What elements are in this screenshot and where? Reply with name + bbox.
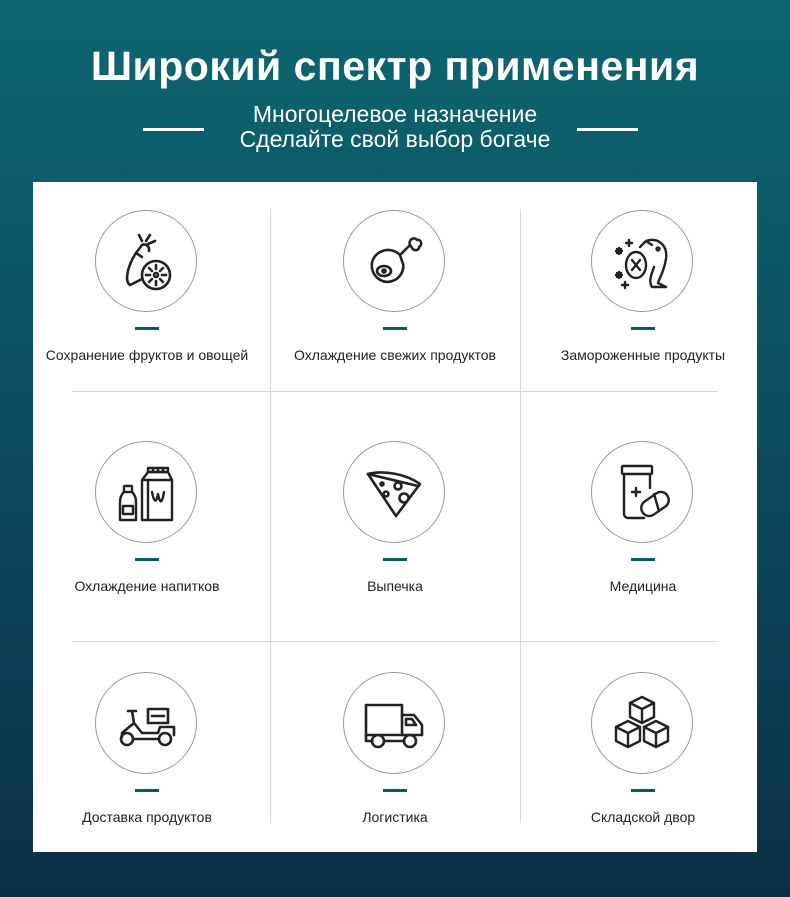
drinks-icon: [95, 441, 197, 543]
grid-divider-horizontal-2: [72, 641, 718, 642]
application-item-bakery: [271, 441, 519, 611]
item-accent-dash: [383, 789, 407, 792]
page-title: Широкий спектр применения: [90, 43, 700, 89]
application-label: Складской двор: [590, 809, 696, 825]
application-item-drinks: [23, 441, 271, 611]
item-accent-dash: [631, 327, 655, 330]
item-accent-dash: [135, 558, 159, 561]
item-accent-dash: [135, 789, 159, 792]
application-label: Сохранение фруктов и овощей: [45, 347, 249, 363]
frozen-fish-icon: [591, 210, 693, 312]
application-item-frozen: [519, 210, 767, 380]
boxes-icon: [591, 672, 693, 774]
truck-icon: [343, 672, 445, 774]
grid-divider-horizontal-1: [72, 391, 718, 392]
pizza-slice-icon: [343, 441, 445, 543]
application-label: Медицина: [609, 578, 677, 594]
application-item-medicine: [519, 441, 767, 611]
item-accent-dash: [383, 558, 407, 561]
application-item-fresh: [271, 210, 519, 380]
application-label: Охлаждение напитков: [74, 578, 220, 594]
fruit-vegetable-icon: [95, 210, 197, 312]
subtitle-line-2: Сделайте свой выбор богаче: [239, 126, 551, 152]
item-accent-dash: [135, 327, 159, 330]
item-accent-dash: [631, 789, 655, 792]
item-accent-dash: [383, 327, 407, 330]
application-label: Доставка продуктов: [82, 809, 212, 825]
medicine-icon: [591, 441, 693, 543]
item-accent-dash: [631, 558, 655, 561]
subtitle: [0, 102, 790, 152]
application-label: Логистика: [362, 809, 428, 825]
application-label: Выпечка: [367, 578, 423, 594]
application-label: Охлаждение свежих продуктов: [294, 347, 496, 363]
application-label: Замороженные продукты: [560, 347, 726, 363]
application-item-warehouse: [519, 672, 767, 842]
scooter-icon: [95, 672, 197, 774]
application-item-delivery: [23, 672, 271, 842]
application-item-logistics: [271, 672, 519, 842]
applications-panel: [33, 182, 757, 852]
meat-leg-icon: [343, 210, 445, 312]
application-item-fruits: [23, 210, 271, 380]
subtitle-line-1: Многоцелевое назначение: [252, 101, 538, 127]
